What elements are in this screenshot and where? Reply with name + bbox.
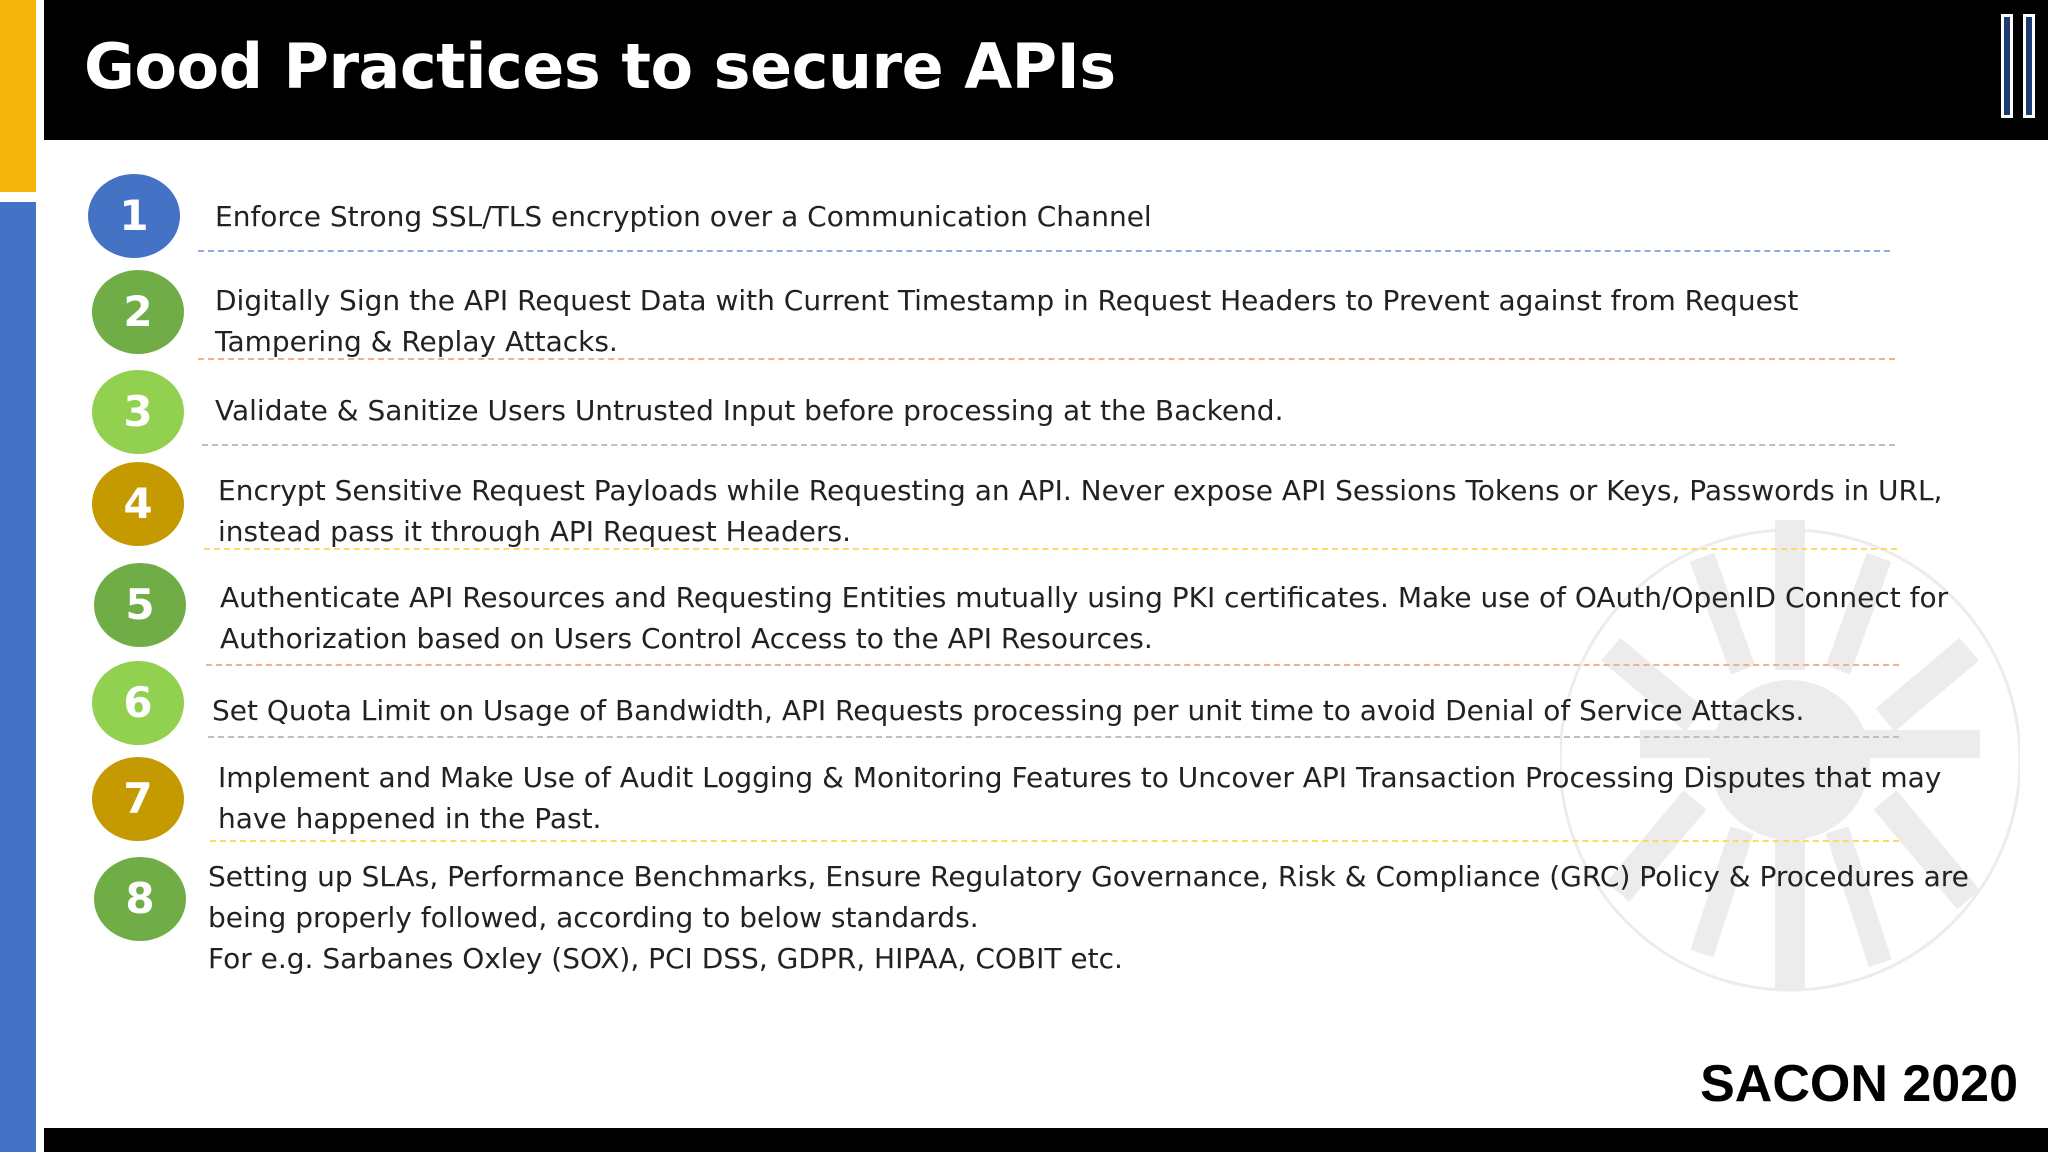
- practice-text-line: Digitally Sign the API Request Data with Current Timestamp in Request Headers to Prevent against from Request: [215, 284, 1799, 317]
- number-badge: 3: [92, 370, 184, 454]
- accent-bar-blue: [0, 202, 36, 1152]
- dashed-separator: [208, 736, 1899, 738]
- dashed-separator: [202, 444, 1895, 446]
- dashed-separator: [210, 840, 1899, 842]
- title-bar: [44, 0, 2048, 140]
- practice-text-line: Validate & Sanitize Users Untrusted Input before processing at the Backend.: [215, 394, 1284, 427]
- practice-text-line: being properly followed, according to below standards.: [208, 901, 979, 934]
- practice-text-line: instead pass it through API Request Headers.: [218, 515, 852, 548]
- accent-bar-yellow: [0, 0, 36, 192]
- dashed-separator: [206, 664, 1899, 666]
- practice-text-line: Enforce Strong SSL/TLS encryption over a Communication Channel: [215, 200, 1152, 233]
- number-badge: 4: [92, 462, 184, 546]
- number-badge: 7: [92, 757, 184, 841]
- practice-text-line: Set Quota Limit on Usage of Bandwidth, API Requests processing per unit time to avoid Denial of Service Attacks.: [212, 694, 1805, 727]
- practice-text-line: Authorization based on Users Control Access to the API Resources.: [220, 622, 1153, 655]
- practice-text-line: have happened in the Past.: [218, 802, 602, 835]
- dashed-separator: [204, 548, 1897, 550]
- number-badge: 5: [94, 563, 186, 647]
- dashed-separator: [198, 250, 1890, 252]
- number-badge: 6: [92, 661, 184, 745]
- practice-text-line: Setting up SLAs, Performance Benchmarks, Ensure Regulatory Governance, Risk & Compliance (GRC) Policy & Procedures are: [208, 860, 1969, 893]
- dashed-separator: [198, 358, 1895, 360]
- practice-text-line: For e.g. Sarbanes Oxley (SOX), PCI DSS, GDPR, HIPAA, COBIT etc.: [208, 942, 1123, 975]
- practice-text-line: Implement and Make Use of Audit Logging & Monitoring Features to Uncover API Transaction Processing Disputes that may: [218, 761, 1942, 794]
- footer-bar: [44, 1128, 2048, 1152]
- slide-title: Good Practices to secure APIs: [84, 30, 1116, 103]
- practice-text-line: Tampering & Replay Attacks.: [215, 325, 618, 358]
- practice-text-line: Encrypt Sensitive Request Payloads while Requesting an API. Never expose API Sessions Tokens or Keys, Passwords in URL,: [218, 474, 1943, 507]
- number-badge: 8: [94, 857, 186, 941]
- logo-mark-icon: [1998, 12, 2040, 120]
- event-brand: SACON 2020: [1700, 1055, 2018, 1113]
- number-badge: 2: [92, 270, 184, 354]
- practice-text-line: Authenticate API Resources and Requesting Entities mutually using PKI certificates. Make use of OAuth/OpenID Connect for: [220, 581, 1949, 614]
- number-badge: 1: [88, 174, 180, 258]
